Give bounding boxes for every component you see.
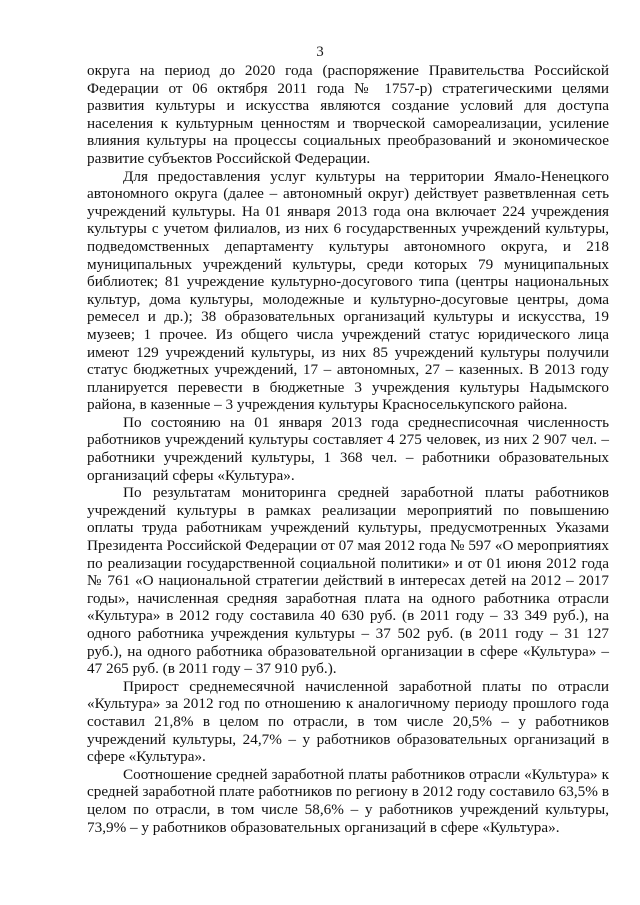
paragraph-staff-count: По состоянию на 01 января 2013 года среднесписочная численность работников учреждений культуры составляет 4 275 человек, из них 2 907 чел. – работники учреждений культуры, 1 368 чел. – работники образовательных организаций сферы «Культура». [87,413,609,484]
paragraph-salary-ratio: Соотношение средней заработной платы работников отрасли «Культура» к средней заработной плате работников по региону в 2012 году составило 63,5% в целом по отрасли, в том числе 58,6% – у работников учреждений культуры, 73,9% – у работников образовательных организаций в сфере «Культура». [87,765,609,836]
paragraph-salary-monitoring: По результатам мониторинга средней заработной платы работников учреждений культуры в рамках реализации мероприятий по повышению оплаты труда работникам учреждений культуры, предусмотренных Указами Президента Российской Федерации от 07 мая 2012 года № 597 «О мероприятиях по реализации государственной социальной политики» и от 01 июня 2012 года № 761 «О национальной стратегии действий в интересах детей на 2012 – 2017 годы», начисленная средняя заработная плата на одного работника отрасли «Культура» в 2012 году составила 40 630 руб. (в 2011 году – 33 349 руб.), на одного работника учреждения культуры – 37 502 руб. (в 2011 году – 31 127 руб.), на одного работника образовательной организации в сфере «Культура» – 47 265 руб. (в 2011 году – 37 910 руб.). [87,484,609,678]
page-number: 3 [316,44,324,60]
paragraph-1-continuation: округа на период до 2020 года (распоряжение Правительства Российской Федерации от 06 октября 2011 года № 1757-р) стратегическими целями развития культуры и искусства являются создание условий для доступа населения к культурным ценностям и творческой самореализации, усиление влияния культуры на процессы социальных преобразований и экономическое развитие субъектов Российской Федерации. [87,62,609,167]
paragraph-network-of-institutions: Для предоставления услуг культуры на территории Ямало-Ненецкого автономного округа (далее – автономный округ) действует разветвленная сеть учреждений культуры. На 01 января 2013 года она включает 224 учреждения культуры с учетом филиалов, из них 6 государственных учреждений культуры, подведомственных департаменту культуры автономного округа, и 218 муниципальных учреждений культуры, среди которых 79 муниципальных библиотек; 81 учреждение культурно-досугового типа (центры национальных культур, дома культуры, молодежные и культурно-досуговые центры, дома ремесел и др.); 38 образовательных организаций культуры и искусства, 19 музеев; 1 прочее. Из общего числа учреждений статус юридического лица имеют 129 учреждений культуры, из них 85 учреждений культуры получили статус бюджетных учреждений, 17 – автономных, 27 – казенных. В 2013 году планируется перевести в бюджетные 3 учреждения культуры Надымского района, в казенные – 3 учреждения культуры Красноселькупского района. [87,167,609,414]
paragraph-salary-growth: Прирост среднемесячной начисленной заработной платы по отрасли «Культура» за 2012 год по отношению к аналогичному периоду прошлого года составил 21,8% в целом по отрасли, в том числе 20,5% – у работников учреждений культуры, 24,7% – у работников образовательных организаций в сфере «Культура». [87,677,609,766]
document-body [87,62,609,836]
